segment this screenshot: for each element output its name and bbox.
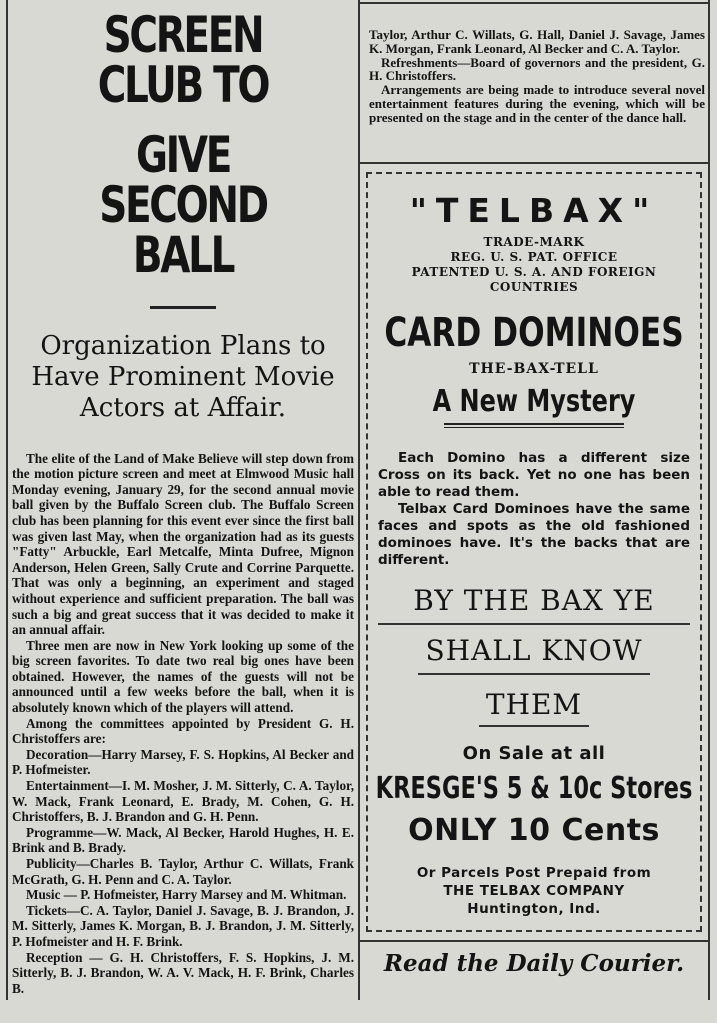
ad-slogan-line-3: THEM	[485, 688, 583, 721]
daily-courier-ad: Read the Daily Courier.	[383, 950, 685, 977]
ad-description-paragraph: Each Domino has a different size Cross on its back. Yet no one has been able to read them.	[378, 450, 690, 500]
ad-tagline: A New Mystery	[432, 384, 636, 419]
article-paragraph: Among the committees appointed by President G. H. Christoffers are:	[12, 715, 354, 747]
ad-description	[378, 450, 690, 569]
article-paragraph: Three men are now in New York looking up some of the big screen favorites. To date two real big ones have been obtained. However, the names of the guests will not be announced until a few weeks before the ball, when it is absolutely known which of the players will attend.	[12, 637, 354, 716]
article-column	[12, 6, 354, 996]
ad-bottom-rule	[360, 940, 708, 942]
article-paragraph: Decoration—Harry Marsey, F. S. Hopkins, Al Becker and P. Hofmeister.	[12, 746, 354, 778]
continuation-paragraph: Arrangements are being made to introduce several novel entertainment features during the evening, which will be presented on the stage and in the center of the dance hall.	[369, 82, 705, 125]
telbax-advertisement	[366, 172, 702, 932]
article-paragraph: Programme—W. Mack, Al Becker, Harold Hughes, H. E. Brink and B. Brady.	[12, 824, 354, 856]
slogan-rule	[378, 623, 690, 625]
ad-price: ONLY 10 Cents	[408, 813, 660, 848]
article-paragraph: Entertainment—I. M. Mosher, J. M. Sitterly, C. A. Taylor, W. Mack, Frank Leonard, E. Brady, M. Cohen, G. H. Christoffers, B. J. Brandon and G. H. Penn.	[12, 778, 354, 825]
top-rule-right	[360, 2, 708, 4]
article-paragraph: Reception — G. H. Christoffers, F. S. Hopkins, J. M. Sitterly, B. J. Brandon, W. A. V. Mack, H. F. Brink, Charles B.	[12, 949, 354, 996]
tagline-underline	[444, 423, 624, 425]
article-headline	[50, 6, 317, 284]
article-subhead: Organization Plans to Have Prominent Movie Actors at Affair.	[31, 331, 335, 424]
ad-trademark-line: TRADE-MARK	[483, 235, 585, 249]
article-paragraph: Music — P. Hofmeister, Harry Marsey and M. Whitman.	[26, 887, 347, 903]
slogan-rule-short	[479, 725, 589, 727]
ad-slogan-line-1: BY THE BAX YE	[413, 584, 655, 617]
article-continuation	[369, 28, 705, 125]
article-paragraph: The elite of the Land of Make Believe will step down from the motion picture screen and meet at Elmwood Music hall Monday evening, January 29, for the second annual movie ball given by the Buffalo Screen club. The Buffalo Screen club has been planning for this event ever since the first ball was given last May, when the organization had as its guests "Fatty" Arbuckle, Earl Metcalfe, Minta Dufree, Mignon Anderson, Helen Green, Sally Crute and Corrine Parquette. That was only a beginning, an experiment and staged without experience and sufficient preparation. The ball was such a big and great success that it was decided to make it an annual affair.	[12, 450, 354, 638]
ad-slogan-line-2: SHALL KNOW	[425, 634, 643, 667]
ad-location: Huntington, Ind.	[467, 901, 601, 917]
ad-title: CARD DOMINOES	[384, 310, 684, 356]
column-divider-rule	[358, 0, 360, 1000]
ad-store: KRESGE'S 5 & 10c Stores	[375, 771, 693, 806]
ad-sale-line: On Sale at all	[462, 743, 606, 764]
article-body	[12, 451, 354, 997]
right-border-rule	[708, 0, 710, 1000]
article-paragraph: Publicity—Charles B. Taylor, Arthur C. Willats, Frank McGrath, G. H. Penn and C. A. Taylor.	[12, 856, 354, 887]
ad-trademark-line: PATENTED U. S. A. AND FOREIGN	[411, 265, 657, 279]
ad-brand: "TELBAX"	[409, 191, 659, 230]
mid-rule-right	[360, 162, 708, 164]
headline-line-2: GIVE SECOND BALL	[99, 126, 267, 284]
slogan-rule	[418, 673, 650, 675]
continuation-paragraph: Taylor, Arthur C. Willats, G. Hall, Daniel J. Savage, James K. Morgan, Frank Leonard, Al Becker and C. A. Taylor.	[369, 27, 705, 56]
ad-subtitle: THE-BAX-TELL	[469, 361, 599, 377]
article-paragraph: Tickets—C. A. Taylor, Daniel J. Savage, B. J. Brandon, J. M. Sitterly, James K. Morgan, B. J. Brandon, J. M. Sitterly, P. Hofmeister and H. F. Brink.	[12, 902, 354, 949]
ad-description-paragraph: Telbax Card Dominoes have the same faces and spots as the old fashioned dominoes have. It's the backs that are different.	[378, 501, 690, 568]
left-border-rule	[6, 0, 8, 1000]
ad-company: THE TELBAX COMPANY	[443, 883, 625, 899]
headline-divider	[150, 306, 216, 309]
ad-trademark-line: REG. U. S. PAT. OFFICE	[450, 250, 618, 264]
continuation-paragraph: Refreshments—Board of governors and the president, G. H. Christoffers.	[369, 54, 705, 84]
ad-parcels-line: Or Parcels Post Prepaid from	[416, 865, 652, 881]
ad-trademark-line: COUNTRIES	[489, 280, 579, 294]
headline-line-1: SCREEN CLUB TO	[97, 6, 269, 114]
tagline-underline-thin	[444, 427, 624, 428]
